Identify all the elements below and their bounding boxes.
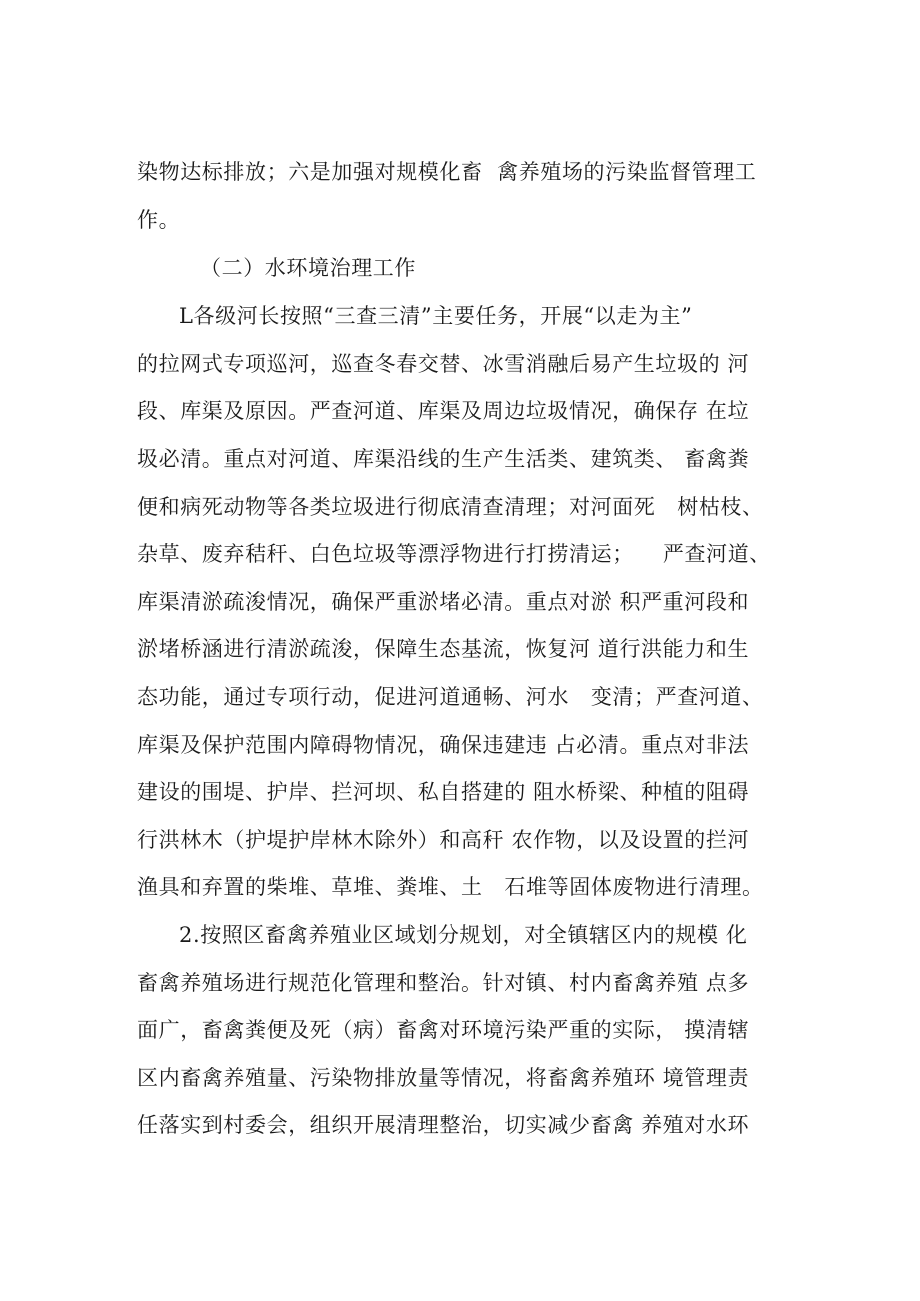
- text-line-14: 建设的围堤、护岸、拦河坝、私自搭建的 阻水桥梁、种植的阻碍: [137, 780, 750, 804]
- text-line-18: 畜禽养殖场进行规范化管理和整治。针对镇、村内畜禽养殖 点多: [137, 971, 750, 995]
- text-line-19: 面广，畜禽粪便及死（病）畜禽对环境污染严重的实际， 摸清辖: [137, 1018, 750, 1042]
- text-line-12: 态功能，通过专项行动，促进河道通畅、河水 变清；严查河道、: [137, 685, 764, 709]
- text-line-10: 库渠清淤疏浚情况，确保严重淤堵必清。重点对淤 积严重河段和: [137, 590, 750, 614]
- text-line-15: 行洪林木（护堤护岸林木除外）和高秆 农作物，以及设置的拦河: [137, 828, 750, 852]
- section-heading: （二）水环境治理工作: [200, 256, 416, 280]
- text-line-17: 2.按照区畜禽养殖业区域划分规划，对全镇辖区内的规模 化: [179, 923, 748, 947]
- text-line-8: 便和病死动物等各类垃圾进行彻底清查清理；对河面死 树枯枝、: [137, 495, 764, 519]
- text-line-2: 作。: [137, 208, 181, 232]
- text-line-1: 染物达标排放；六是加强对规模化畜 禽养殖场的污染监督管理工: [137, 160, 757, 184]
- text-line-5: 的拉网式专项巡河，巡查冬春交替、冰雪消融后易产生垃圾的 河: [137, 352, 750, 376]
- text-line-21: 任落实到村委会，组织开展清理整治，切实减少畜禽 养殖对水环: [137, 1113, 750, 1137]
- text-line-20: 区内畜禽养殖量、污染物排放量等情况，将畜禽养殖环 境管理责: [137, 1066, 750, 1090]
- text-line-7: 圾必清。重点对河道、库渠沿线的生产生活类、建筑类、 畜禽粪: [137, 447, 750, 471]
- text-line-4: L各级河长按照“三查三清”主要任务，开展“以走为主”: [179, 304, 693, 328]
- text-line-11: 淤堵桥涵进行清淤疏浚，保障生态基流，恢复河 道行洪能力和生: [137, 637, 750, 661]
- text-line-6: 段、库渠及原因。严查河道、库渠及周边垃圾情况，确保存 在垃: [137, 399, 750, 423]
- text-line-13: 库渠及保护范围内障碍物情况，确保违建违 占必清。重点对非法: [137, 733, 750, 757]
- text-line-16: 渔具和弃置的柴堆、草堆、粪堆、土 石堆等固体废物进行清理。: [137, 875, 764, 899]
- text-line-9: 杂草、废弃秸秆、白色垃圾等漂浮物进行打捞清运； 严查河道、: [137, 542, 771, 566]
